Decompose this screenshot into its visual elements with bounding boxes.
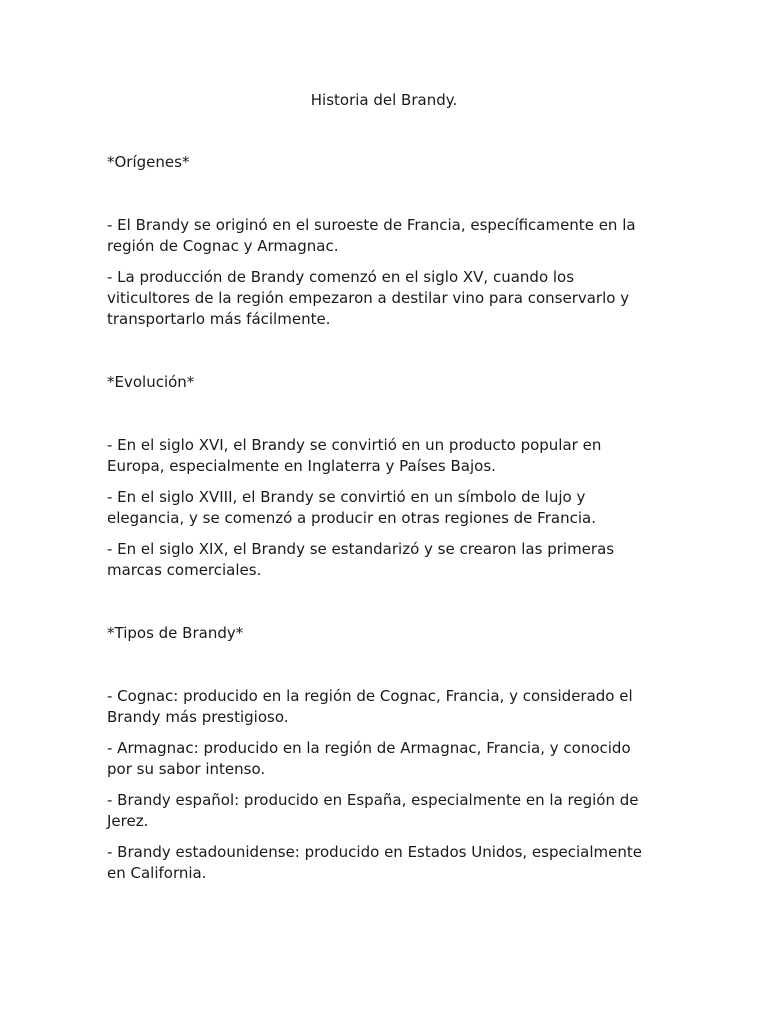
paragraph: - Cognac: producido en la región de Cognac, Francia, y considerado el Brandy más prestigioso. [107,687,633,726]
paragraph: - Armagnac: producido en la región de Armagnac, Francia, y conocido por su sabor intenso. [107,739,631,778]
paragraph: - En el siglo XIX, el Brandy se estandarizó y se crearon las primeras marcas comerciales. [107,540,615,579]
document-title: Historia del Brandy. [310,91,458,109]
section-origenes [107,152,652,330]
paragraph: - El Brandy se originó en el suroeste de Francia, específicamente en la región de Cognac y Armagnac. [107,216,636,255]
section-heading: *Tipos de Brandy* [107,624,244,642]
paragraph: - En el siglo XVI, el Brandy se convirtió en un producto popular en Europa, especialmente en Inglaterra y Países Bajos. [107,436,602,475]
paragraph: - La producción de Brandy comenzó en el siglo XV, cuando los viticultores de la región empezaron a destilar vino para conservarlo y transportarlo más fácilmente. [107,268,630,328]
section-heading: *Evolución* [107,373,195,391]
paragraph: - En el siglo XVIII, el Brandy se convirtió en un símbolo de lujo y elegancia, y se comenzó a producir en otras regiones de Francia. [107,488,596,527]
section-heading: *Orígenes* [107,153,190,171]
section-tipos [107,623,652,884]
paragraph: - Brandy estadounidense: producido en Estados Unidos, especialmente en California. [107,843,642,882]
paragraph: - Brandy español: producido en España, especialmente en la región de Jerez. [107,791,639,830]
section-evolucion [107,372,652,581]
document-body [107,152,652,894]
